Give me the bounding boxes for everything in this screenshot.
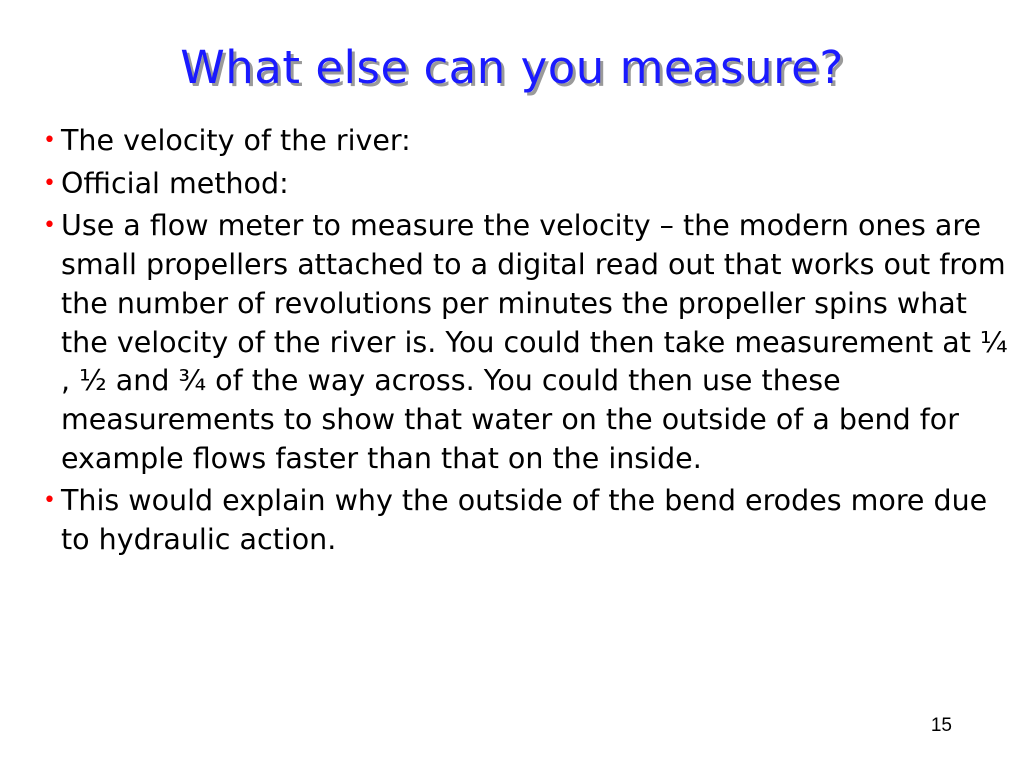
bullet-dot-icon: [43, 207, 56, 246]
bullet-list: [40, 122, 1010, 564]
bullet-item-velocity: [40, 122, 1010, 161]
bullet-text: Official method:: [61, 166, 289, 200]
bullet-text: This would explain why the outside of the bend erodes more due to hydraulic action.: [61, 484, 988, 557]
bullet-text: The velocity of the river:: [61, 124, 411, 157]
bullet-item-explanation: [40, 482, 1010, 559]
bullet-text: Use a flow meter to measure the velocity – the modern ones are small propellers attached to a digital read out that works out from the number of revolutions per minutes the propeller spins what the velocity of the river is. You could then take measurement at ¼ , ½ and ¾ of the way across. You could then use these measurements to show that water on the outside of a bend for example flows faster than that on the inside.: [61, 209, 1008, 475]
bullet-item-flow-meter: [40, 207, 1010, 478]
bullet-dot-icon: [43, 122, 56, 161]
slide-title: What else can you measure?: [180, 41, 844, 94]
bullet-dot-icon: [43, 482, 56, 521]
bullet-dot-icon: [43, 165, 56, 204]
page-number: 15: [930, 715, 952, 736]
bullet-item-official-method: [40, 165, 1010, 204]
